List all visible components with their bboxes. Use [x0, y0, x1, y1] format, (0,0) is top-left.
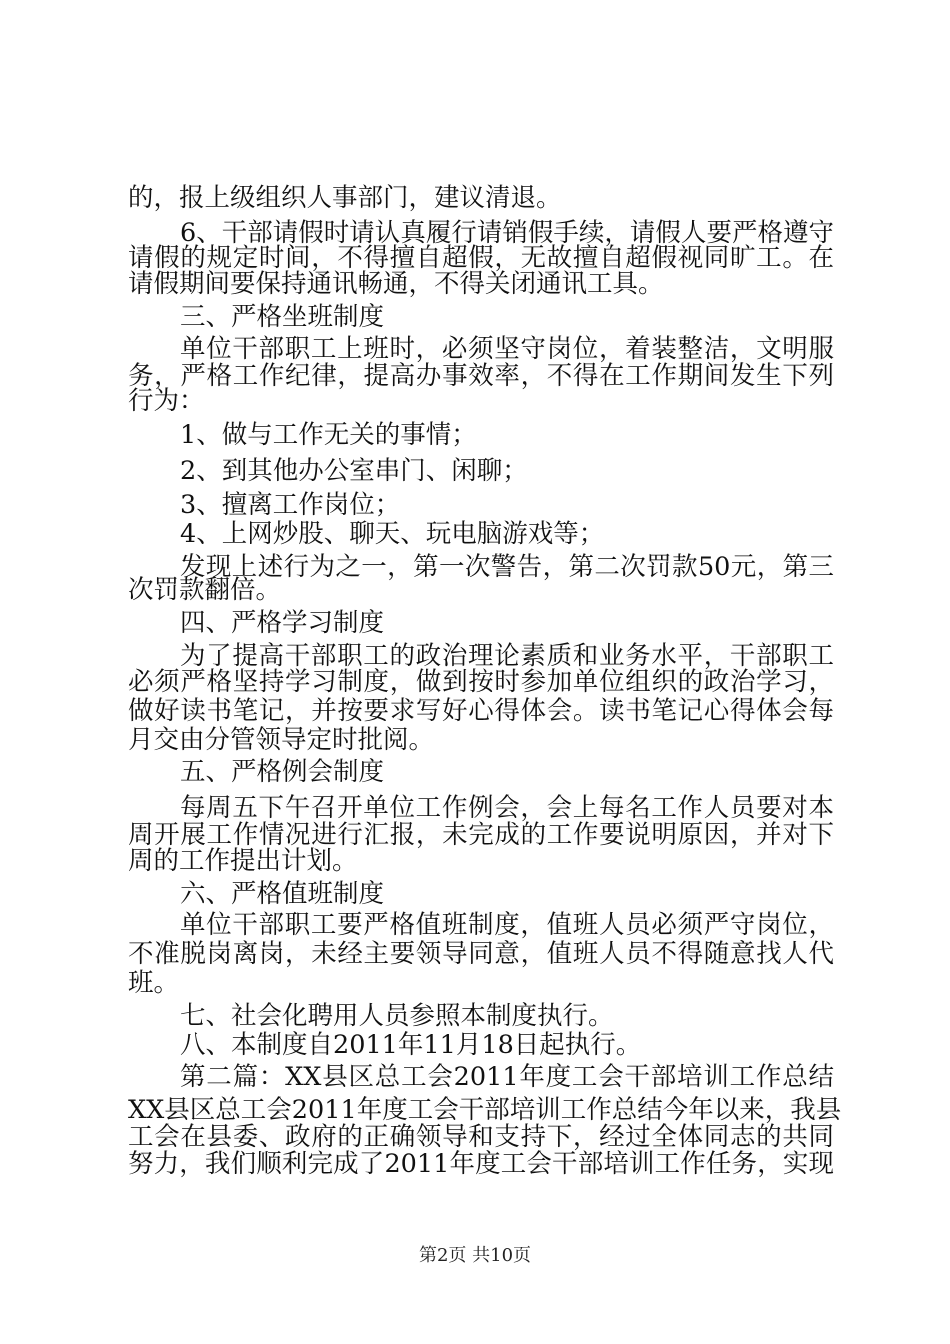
list-item: 4、上网炒股、聊天、玩电脑游戏等；: [180, 519, 605, 549]
text-line: 做好读书笔记，并按要求写好心得体会。读书笔记心得体会每: [128, 696, 834, 726]
text-line: 行为：: [128, 386, 205, 416]
text-line: 七、社会化聘用人员参照本制度执行。: [180, 1001, 614, 1031]
text-line: 单位干部职工上班时，必须坚守岗位，着装整洁，文明服: [180, 334, 834, 364]
list-item: 2、到其他办公室串门、闲聊；: [180, 456, 528, 486]
text-line: 请假的规定时间，不得擅自超假，无故擅自超假视同旷工。在: [128, 243, 834, 273]
text-line: 月交由分管领导定时批阅。: [128, 725, 435, 755]
text-line: 必须严格坚持学习制度，做到按时参加单位组织的政治学习，: [128, 667, 834, 697]
text-line: 的，报上级组织人事部门，建议清退。: [128, 183, 562, 213]
text-line: 单位干部职工要严格值班制度，值班人员必须严守岗位，: [180, 910, 834, 940]
text-line: 务，严格工作纪律，提高办事效率，不得在工作期间发生下列: [128, 361, 834, 391]
text-line: 为了提高干部职工的政治理论素质和业务水平，干部职工: [180, 641, 834, 671]
page-number-footer: 第2页 共10页: [418, 1245, 532, 1266]
text-line: 八、本制度自2011年11月18日起执行。: [180, 1030, 642, 1060]
section-heading: 四、严格学习制度: [180, 608, 385, 638]
section-heading: 六、严格值班制度: [180, 879, 385, 909]
chapter-title: 第二篇：XX县区总工会2011年度工会干部培训工作总结: [180, 1062, 834, 1092]
text-line: 6、干部请假时请认真履行请销假手续，请假人要严格遵守: [180, 218, 834, 248]
text-line: 不准脱岗离岗，未经主要领导同意，值班人员不得随意找人代: [128, 939, 834, 969]
text-line: 班。: [128, 968, 180, 998]
list-item: 1、做与工作无关的事情；: [180, 420, 477, 450]
section-heading: 三、严格坐班制度: [180, 302, 385, 332]
section-heading: 五、严格例会制度: [180, 757, 385, 787]
text-line: 请假期间要保持通讯畅通，不得关闭通讯工具。: [128, 269, 664, 299]
text-line: 周开展工作情况进行汇报，未完成的工作要说明原因，并对下: [128, 820, 834, 850]
text-line: 发现上述行为之一，第一次警告，第二次罚款50元，第三: [180, 552, 834, 582]
list-item: 3、擅离工作岗位；: [180, 490, 401, 520]
text-line: 工会在县委、政府的正确领导和支持下，经过全体同志的共同: [128, 1122, 834, 1152]
text-line: 努力，我们顺利完成了2011年度工会干部培训工作任务，实现: [128, 1149, 834, 1179]
text-line: XX县区总工会2011年度工会干部培训工作总结今年以来，我县: [128, 1095, 842, 1125]
text-line: 次罚款翻倍。: [128, 575, 282, 605]
text-line: 周的工作提出计划。: [128, 846, 358, 876]
text-line: 每周五下午召开单位工作例会，会上每名工作人员要对本: [180, 793, 834, 823]
